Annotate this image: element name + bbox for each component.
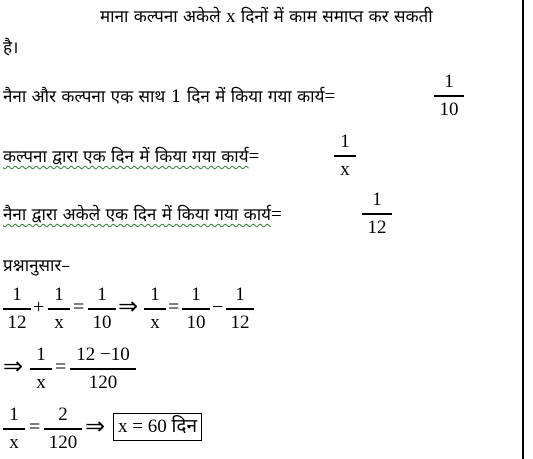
eq1-frac-5: 1 10 bbox=[182, 284, 210, 334]
final-answer-box: x = 60 दिन bbox=[113, 413, 202, 441]
eq1-frac-2: 1 x bbox=[48, 284, 70, 334]
naina-work-text: नैना द्वारा अकेले एक दिन में किया गया कार्य bbox=[3, 205, 271, 225]
intro-line-1 bbox=[100, 5, 433, 29]
eq1-frac-6: 1 12 bbox=[226, 284, 254, 334]
kalpana-work-fraction: 1 x bbox=[334, 131, 356, 181]
eq2-frac-1: 1 x bbox=[30, 344, 52, 394]
eq1-frac-1: 1 12 bbox=[3, 284, 31, 334]
eq3-implies-icon: ⇒ bbox=[85, 414, 106, 440]
right-border bbox=[522, 0, 524, 459]
eq1-equals-2: = bbox=[168, 296, 180, 318]
eq1-implies-icon: ⇒ bbox=[118, 294, 139, 320]
intro-var-x: x bbox=[226, 6, 236, 27]
according-label: प्रश्नानुसार– bbox=[3, 256, 70, 276]
eq3-equals: = bbox=[29, 416, 41, 438]
kalpana-work-eq: = bbox=[248, 146, 260, 167]
intro-line-2: है। bbox=[3, 38, 19, 58]
combined-work-label bbox=[3, 85, 335, 109]
eq1-plus: + bbox=[33, 296, 45, 318]
combined-work-text: नैना और कल्पना एक साथ 1 दिन में किया गया कार्य bbox=[3, 87, 325, 107]
kalpana-work-text: कल्पना द्वारा एक दिन में किया गया कार्य bbox=[3, 147, 249, 167]
naina-work-eq: = bbox=[270, 204, 282, 225]
eq1-minus: − bbox=[212, 296, 224, 318]
naina-work-label bbox=[3, 203, 282, 227]
eq1-equals-1: = bbox=[73, 296, 85, 318]
eq2-equals: = bbox=[55, 356, 67, 378]
eq1-frac-4: 1 x bbox=[144, 284, 166, 334]
intro-text-a: माना कल्पना अकेले bbox=[100, 7, 227, 27]
eq3-frac-2: 2 120 bbox=[44, 404, 82, 454]
eq1-frac-3: 1 10 bbox=[88, 284, 116, 334]
kalpana-work-label bbox=[3, 145, 259, 169]
combined-work-fraction: 1 10 bbox=[434, 71, 464, 121]
naina-work-fraction: 1 12 bbox=[362, 189, 392, 239]
eq2-frac-2: 12 −10 120 bbox=[70, 344, 136, 394]
intro-text-b: दिनों में काम समाप्त कर सकती bbox=[235, 7, 433, 27]
eq2-implies-icon: ⇒ bbox=[3, 354, 24, 380]
eq3-frac-1: 1 x bbox=[3, 404, 25, 454]
combined-work-eq: = bbox=[324, 86, 336, 107]
